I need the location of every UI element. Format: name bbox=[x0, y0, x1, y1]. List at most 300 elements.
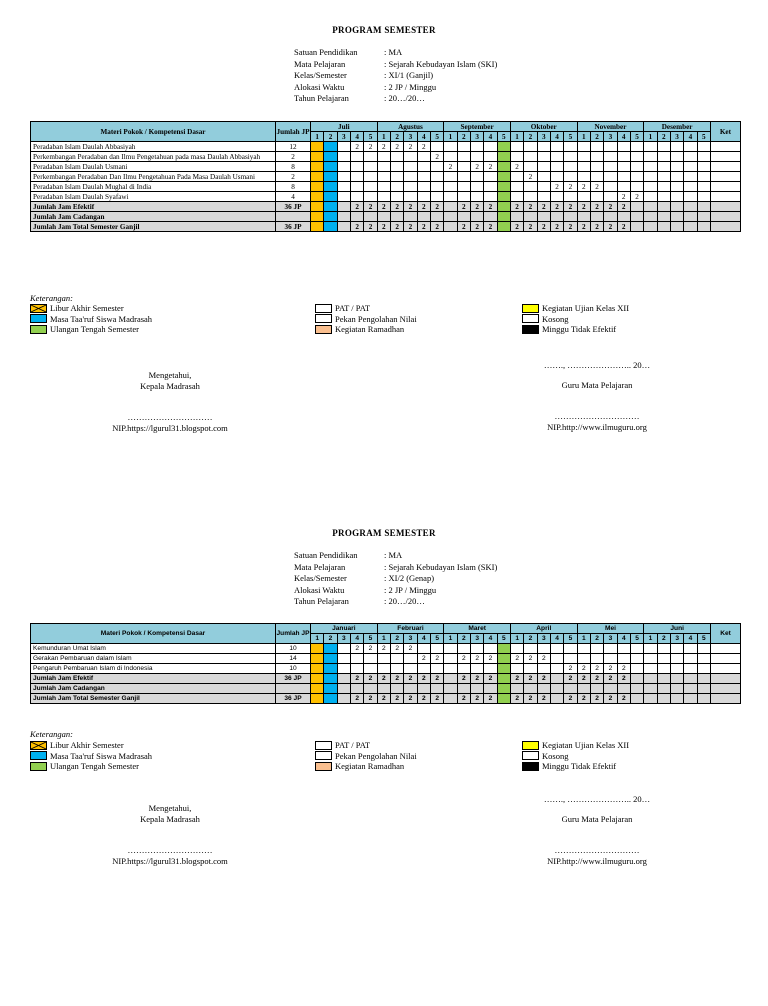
header-week: 3 bbox=[470, 132, 483, 142]
legend-swatch bbox=[315, 762, 332, 771]
week-cell bbox=[644, 172, 657, 182]
week-cell bbox=[484, 192, 497, 202]
week-cell bbox=[311, 654, 324, 664]
week-cell: 2 bbox=[457, 694, 470, 704]
legend-swatch bbox=[30, 751, 47, 760]
week-cell bbox=[537, 192, 550, 202]
week-cell: 2 bbox=[377, 202, 390, 212]
week-cell: 2 bbox=[617, 694, 630, 704]
header-week: 3 bbox=[604, 634, 617, 644]
week-cell bbox=[377, 172, 390, 182]
legend-label: Pekan Pengolahan Nilai bbox=[335, 750, 417, 761]
week-cell bbox=[497, 182, 510, 192]
week-cell: 2 bbox=[510, 202, 523, 212]
week-cell bbox=[550, 212, 563, 222]
week-cell bbox=[617, 142, 630, 152]
week-cell bbox=[684, 162, 697, 172]
week-cell bbox=[684, 172, 697, 182]
week-cell bbox=[497, 694, 510, 704]
header-week: 2 bbox=[524, 132, 537, 142]
header-week: 2 bbox=[657, 132, 670, 142]
week-cell: 2 bbox=[471, 654, 484, 664]
week-cell bbox=[697, 152, 710, 162]
header-month: November bbox=[577, 122, 644, 132]
header-week: 4 bbox=[484, 132, 497, 142]
week-cell bbox=[350, 172, 363, 182]
week-cell bbox=[444, 222, 457, 232]
week-cell bbox=[657, 674, 670, 684]
summary-label: Jumlah Jam Efektif bbox=[31, 674, 276, 684]
header-week: 2 bbox=[457, 132, 470, 142]
week-cell bbox=[377, 182, 390, 192]
row-topic: Peradaban Islam Daulah Usmani bbox=[31, 162, 276, 172]
legend-item bbox=[30, 303, 124, 313]
week-cell bbox=[457, 212, 470, 222]
week-cell bbox=[444, 152, 457, 162]
week-cell bbox=[311, 694, 324, 704]
week-cell: 2 bbox=[604, 674, 617, 684]
legend-label: Kegiatan Ramadhan bbox=[335, 761, 405, 771]
week-cell bbox=[657, 142, 670, 152]
week-cell bbox=[524, 182, 537, 192]
week-cell bbox=[377, 192, 390, 202]
week-cell bbox=[324, 694, 337, 704]
week-cell bbox=[590, 212, 603, 222]
week-cell: 2 bbox=[510, 222, 523, 232]
week-cell bbox=[337, 202, 350, 212]
week-cell bbox=[617, 152, 630, 162]
info-row-kelas: Kelas/Semester : XI/2 (Genap) bbox=[294, 573, 435, 584]
legend-label: Kegiatan Ujian Kelas XII bbox=[542, 303, 630, 313]
week-cell bbox=[364, 152, 377, 162]
week-cell bbox=[644, 212, 657, 222]
week-cell bbox=[471, 664, 484, 674]
row-jp: 4 bbox=[276, 192, 311, 202]
week-cell bbox=[497, 222, 510, 232]
week-cell bbox=[404, 664, 417, 674]
table-row bbox=[31, 192, 741, 202]
week-cell bbox=[524, 664, 537, 674]
info-row-alokasi: Alokasi Waktu : 2 JP / Minggu bbox=[294, 584, 437, 595]
week-cell: 2 bbox=[564, 674, 577, 684]
week-cell bbox=[497, 202, 510, 212]
week-cell bbox=[604, 142, 617, 152]
header-week: 3 bbox=[604, 132, 617, 142]
row-jp: 10 bbox=[276, 664, 311, 674]
week-cell bbox=[390, 162, 403, 172]
week-cell bbox=[644, 654, 657, 664]
week-cell bbox=[670, 212, 683, 222]
summary-label: Jumlah Jam Total Semester Ganjil bbox=[31, 694, 276, 704]
table-row bbox=[31, 644, 741, 654]
week-cell bbox=[684, 674, 697, 684]
week-cell bbox=[377, 684, 390, 694]
week-cell bbox=[657, 152, 670, 162]
week-cell: 2 bbox=[350, 694, 363, 704]
week-cell bbox=[350, 664, 363, 674]
header-week: 5 bbox=[630, 634, 643, 644]
week-cell bbox=[337, 172, 350, 182]
week-cell bbox=[497, 664, 510, 674]
week-cell bbox=[404, 182, 417, 192]
week-cell: 2 bbox=[417, 654, 430, 664]
week-cell: 2 bbox=[430, 202, 443, 212]
header-week: 5 bbox=[630, 132, 643, 142]
week-cell bbox=[457, 172, 470, 182]
week-cell bbox=[390, 654, 403, 664]
header-week: 4 bbox=[417, 634, 430, 644]
week-cell bbox=[644, 202, 657, 212]
week-cell bbox=[497, 192, 510, 202]
week-cell bbox=[484, 212, 497, 222]
week-cell bbox=[604, 192, 617, 202]
week-cell: 2 bbox=[377, 674, 390, 684]
week-cell bbox=[430, 644, 443, 654]
header-week: 5 bbox=[430, 634, 443, 644]
week-cell: 2 bbox=[564, 202, 577, 212]
week-cell bbox=[684, 222, 697, 232]
week-cell bbox=[497, 172, 510, 182]
week-cell bbox=[430, 182, 443, 192]
row-ket bbox=[710, 212, 740, 222]
week-cell: 2 bbox=[471, 694, 484, 704]
week-cell: 2 bbox=[430, 694, 443, 704]
week-cell bbox=[550, 664, 563, 674]
week-cell bbox=[390, 664, 403, 674]
week-cell bbox=[337, 664, 350, 674]
legend-swatch bbox=[522, 751, 539, 760]
week-cell: 2 bbox=[364, 202, 377, 212]
week-cell bbox=[604, 644, 617, 654]
week-cell bbox=[630, 202, 643, 212]
header-week: 3 bbox=[670, 132, 683, 142]
week-cell bbox=[417, 162, 430, 172]
header-week: 2 bbox=[590, 132, 603, 142]
week-cell bbox=[364, 182, 377, 192]
summary-jp: 36 JP bbox=[276, 202, 311, 212]
summary-label: Jumlah Jam Total Semester Ganjil bbox=[31, 222, 276, 232]
week-cell bbox=[444, 212, 457, 222]
week-cell bbox=[311, 162, 324, 172]
week-cell bbox=[604, 212, 617, 222]
header-week: 4 bbox=[617, 132, 630, 142]
summary-jp bbox=[276, 212, 311, 222]
week-cell: 2 bbox=[590, 664, 603, 674]
week-cell bbox=[444, 192, 457, 202]
week-cell bbox=[390, 172, 403, 182]
row-topic: Peradaban Islam Daulah Syafawi bbox=[31, 192, 276, 202]
week-cell: 2 bbox=[404, 202, 417, 212]
legend-item bbox=[522, 314, 568, 324]
week-cell bbox=[604, 684, 617, 694]
header-week: 1 bbox=[311, 634, 324, 644]
week-cell: 2 bbox=[524, 172, 537, 182]
cross-mark-icon bbox=[31, 742, 46, 749]
row-jp: 8 bbox=[276, 162, 311, 172]
week-cell bbox=[697, 644, 710, 654]
week-cell: 2 bbox=[364, 222, 377, 232]
week-cell bbox=[697, 202, 710, 212]
week-cell: 2 bbox=[604, 222, 617, 232]
table-row bbox=[31, 664, 741, 674]
week-cell: 2 bbox=[350, 222, 363, 232]
week-cell bbox=[684, 684, 697, 694]
week-cell bbox=[311, 212, 324, 222]
week-cell bbox=[644, 142, 657, 152]
week-cell bbox=[364, 654, 377, 664]
week-cell bbox=[577, 142, 590, 152]
week-cell bbox=[550, 684, 563, 694]
week-cell: 2 bbox=[377, 222, 390, 232]
week-cell: 2 bbox=[537, 654, 550, 664]
table-row bbox=[31, 152, 741, 162]
week-cell bbox=[684, 182, 697, 192]
week-cell: 2 bbox=[524, 674, 537, 684]
week-cell: 2 bbox=[470, 202, 483, 212]
legend-item bbox=[30, 751, 152, 761]
week-cell bbox=[630, 654, 643, 664]
legend-swatch bbox=[522, 325, 539, 334]
week-cell: 2 bbox=[470, 222, 483, 232]
week-cell bbox=[644, 182, 657, 192]
header-week: 5 bbox=[564, 634, 577, 644]
week-cell bbox=[697, 694, 710, 704]
week-cell bbox=[510, 192, 523, 202]
week-cell bbox=[337, 162, 350, 172]
week-cell bbox=[550, 172, 563, 182]
week-cell bbox=[670, 694, 683, 704]
week-cell: 2 bbox=[484, 674, 497, 684]
header-week: 4 bbox=[417, 132, 430, 142]
summary-jp: 36 JP bbox=[276, 674, 311, 684]
summary-row bbox=[31, 212, 741, 222]
header-week: 5 bbox=[364, 132, 377, 142]
header-week: 4 bbox=[684, 634, 697, 644]
week-cell bbox=[630, 694, 643, 704]
week-cell bbox=[390, 182, 403, 192]
row-jp: 10 bbox=[276, 644, 311, 654]
legend-swatch bbox=[522, 304, 539, 313]
week-cell bbox=[457, 152, 470, 162]
row-ket bbox=[710, 162, 740, 172]
legend-item bbox=[522, 740, 629, 750]
week-cell: 2 bbox=[470, 162, 483, 172]
week-cell bbox=[510, 212, 523, 222]
header-week: 4 bbox=[484, 634, 497, 644]
week-cell bbox=[684, 644, 697, 654]
week-cell bbox=[364, 172, 377, 182]
week-cell bbox=[644, 162, 657, 172]
week-cell: 2 bbox=[510, 694, 523, 704]
week-cell bbox=[324, 202, 337, 212]
week-cell: 2 bbox=[577, 182, 590, 192]
week-cell bbox=[311, 142, 324, 152]
legend-item bbox=[30, 761, 139, 771]
header-week: 5 bbox=[697, 132, 710, 142]
header-week: 2 bbox=[324, 132, 337, 142]
week-cell bbox=[604, 162, 617, 172]
week-cell bbox=[444, 654, 457, 664]
week-cell bbox=[537, 142, 550, 152]
week-cell bbox=[417, 182, 430, 192]
table-row bbox=[31, 182, 741, 192]
week-cell bbox=[364, 664, 377, 674]
week-cell bbox=[670, 142, 683, 152]
legend-label: Masa Taa'ruf Siswa Madrasah bbox=[50, 313, 153, 324]
week-cell bbox=[617, 654, 630, 664]
week-cell bbox=[670, 664, 683, 674]
week-cell: 2 bbox=[417, 142, 430, 152]
week-cell bbox=[657, 162, 670, 172]
legend-label: PAT / PAT bbox=[335, 303, 371, 313]
week-cell bbox=[630, 644, 643, 654]
week-cell bbox=[497, 654, 510, 664]
week-cell bbox=[350, 152, 363, 162]
week-cell: 2 bbox=[590, 694, 603, 704]
week-cell: 2 bbox=[430, 152, 443, 162]
header-month: Januari bbox=[311, 624, 378, 634]
week-cell bbox=[444, 142, 457, 152]
signature-guru: ……., ………………….. 20… Guru Mata Pelajaran ………………………… NIP.http://www.ilmuguru.org bbox=[543, 794, 651, 866]
legend-item bbox=[522, 751, 568, 761]
week-cell bbox=[617, 182, 630, 192]
week-cell bbox=[444, 172, 457, 182]
header-month: Desember bbox=[644, 122, 711, 132]
week-cell: 2 bbox=[537, 674, 550, 684]
header-week: 1 bbox=[444, 132, 457, 142]
header-month: Agustus bbox=[377, 122, 444, 132]
week-cell bbox=[430, 142, 443, 152]
week-cell bbox=[510, 142, 523, 152]
week-cell bbox=[630, 684, 643, 694]
week-cell bbox=[444, 182, 457, 192]
week-cell: 2 bbox=[564, 182, 577, 192]
header-week: 4 bbox=[617, 634, 630, 644]
legend-item bbox=[315, 314, 417, 324]
week-cell: 2 bbox=[617, 202, 630, 212]
week-cell bbox=[430, 162, 443, 172]
header-week: 5 bbox=[364, 634, 377, 644]
summary-jp bbox=[276, 684, 311, 694]
week-cell bbox=[684, 654, 697, 664]
week-cell: 2 bbox=[484, 222, 497, 232]
legend-title: Keterangan: bbox=[30, 729, 73, 739]
week-cell bbox=[417, 212, 430, 222]
week-cell: 2 bbox=[457, 222, 470, 232]
header-week: 4 bbox=[350, 634, 363, 644]
week-cell: 2 bbox=[564, 222, 577, 232]
summary-row bbox=[31, 202, 741, 212]
row-ket bbox=[710, 202, 740, 212]
week-cell: 2 bbox=[524, 222, 537, 232]
week-cell: 2 bbox=[390, 674, 403, 684]
row-ket bbox=[710, 192, 740, 202]
week-cell bbox=[670, 654, 683, 664]
week-cell: 2 bbox=[550, 182, 563, 192]
week-cell: 2 bbox=[564, 664, 577, 674]
week-cell bbox=[684, 192, 697, 202]
week-cell bbox=[417, 172, 430, 182]
week-cell bbox=[657, 202, 670, 212]
week-cell: 2 bbox=[524, 654, 537, 664]
doc-info bbox=[294, 550, 497, 608]
week-cell: 2 bbox=[577, 694, 590, 704]
week-cell bbox=[697, 674, 710, 684]
week-cell bbox=[590, 152, 603, 162]
header-ket: Ket bbox=[711, 624, 741, 644]
legend-label: Libur Akhir Semester bbox=[50, 303, 124, 313]
week-cell bbox=[484, 664, 497, 674]
doc-title: PROGRAM SEMESTER bbox=[332, 528, 436, 538]
week-cell bbox=[657, 694, 670, 704]
summary-row bbox=[31, 674, 741, 684]
week-cell: 2 bbox=[350, 644, 363, 654]
summary-jp: 36 JP bbox=[276, 694, 311, 704]
week-cell bbox=[577, 152, 590, 162]
week-cell bbox=[537, 152, 550, 162]
row-jp: 8 bbox=[276, 182, 311, 192]
week-cell bbox=[524, 162, 537, 172]
week-cell: 2 bbox=[510, 674, 523, 684]
week-cell: 2 bbox=[484, 694, 497, 704]
week-cell bbox=[564, 192, 577, 202]
week-cell bbox=[697, 172, 710, 182]
legend-item bbox=[315, 761, 404, 771]
table-row bbox=[31, 142, 741, 152]
week-cell bbox=[404, 192, 417, 202]
legend-label: PAT / PAT bbox=[335, 740, 371, 750]
week-cell bbox=[510, 152, 523, 162]
header-week: 3 bbox=[404, 634, 417, 644]
doc-info bbox=[294, 47, 497, 105]
row-ket bbox=[711, 694, 741, 704]
week-cell bbox=[670, 202, 683, 212]
week-cell bbox=[510, 644, 523, 654]
week-cell: 2 bbox=[537, 694, 550, 704]
week-cell bbox=[537, 212, 550, 222]
week-cell bbox=[457, 192, 470, 202]
header-week: 1 bbox=[311, 132, 324, 142]
header-week: 1 bbox=[377, 132, 390, 142]
legend-label: Libur Akhir Semester bbox=[50, 740, 124, 750]
week-cell bbox=[510, 684, 523, 694]
row-ket bbox=[711, 644, 741, 654]
week-cell bbox=[337, 192, 350, 202]
week-cell bbox=[697, 664, 710, 674]
week-cell: 2 bbox=[404, 674, 417, 684]
week-cell bbox=[444, 674, 457, 684]
legend-title: Keterangan: bbox=[30, 293, 73, 303]
week-cell bbox=[630, 182, 643, 192]
week-cell bbox=[577, 212, 590, 222]
week-cell bbox=[324, 644, 337, 654]
header-week: 5 bbox=[564, 132, 577, 142]
week-cell: 2 bbox=[417, 222, 430, 232]
header-week: 2 bbox=[390, 634, 403, 644]
week-cell: 2 bbox=[524, 694, 537, 704]
week-cell bbox=[670, 674, 683, 684]
week-cell bbox=[684, 212, 697, 222]
week-cell bbox=[497, 644, 510, 654]
week-cell bbox=[484, 152, 497, 162]
week-cell bbox=[324, 172, 337, 182]
week-cell bbox=[377, 654, 390, 664]
week-cell bbox=[524, 152, 537, 162]
week-cell bbox=[564, 152, 577, 162]
week-cell bbox=[311, 222, 324, 232]
legend-label: Ulangan Tengah Semester bbox=[50, 761, 139, 771]
week-cell bbox=[471, 644, 484, 654]
